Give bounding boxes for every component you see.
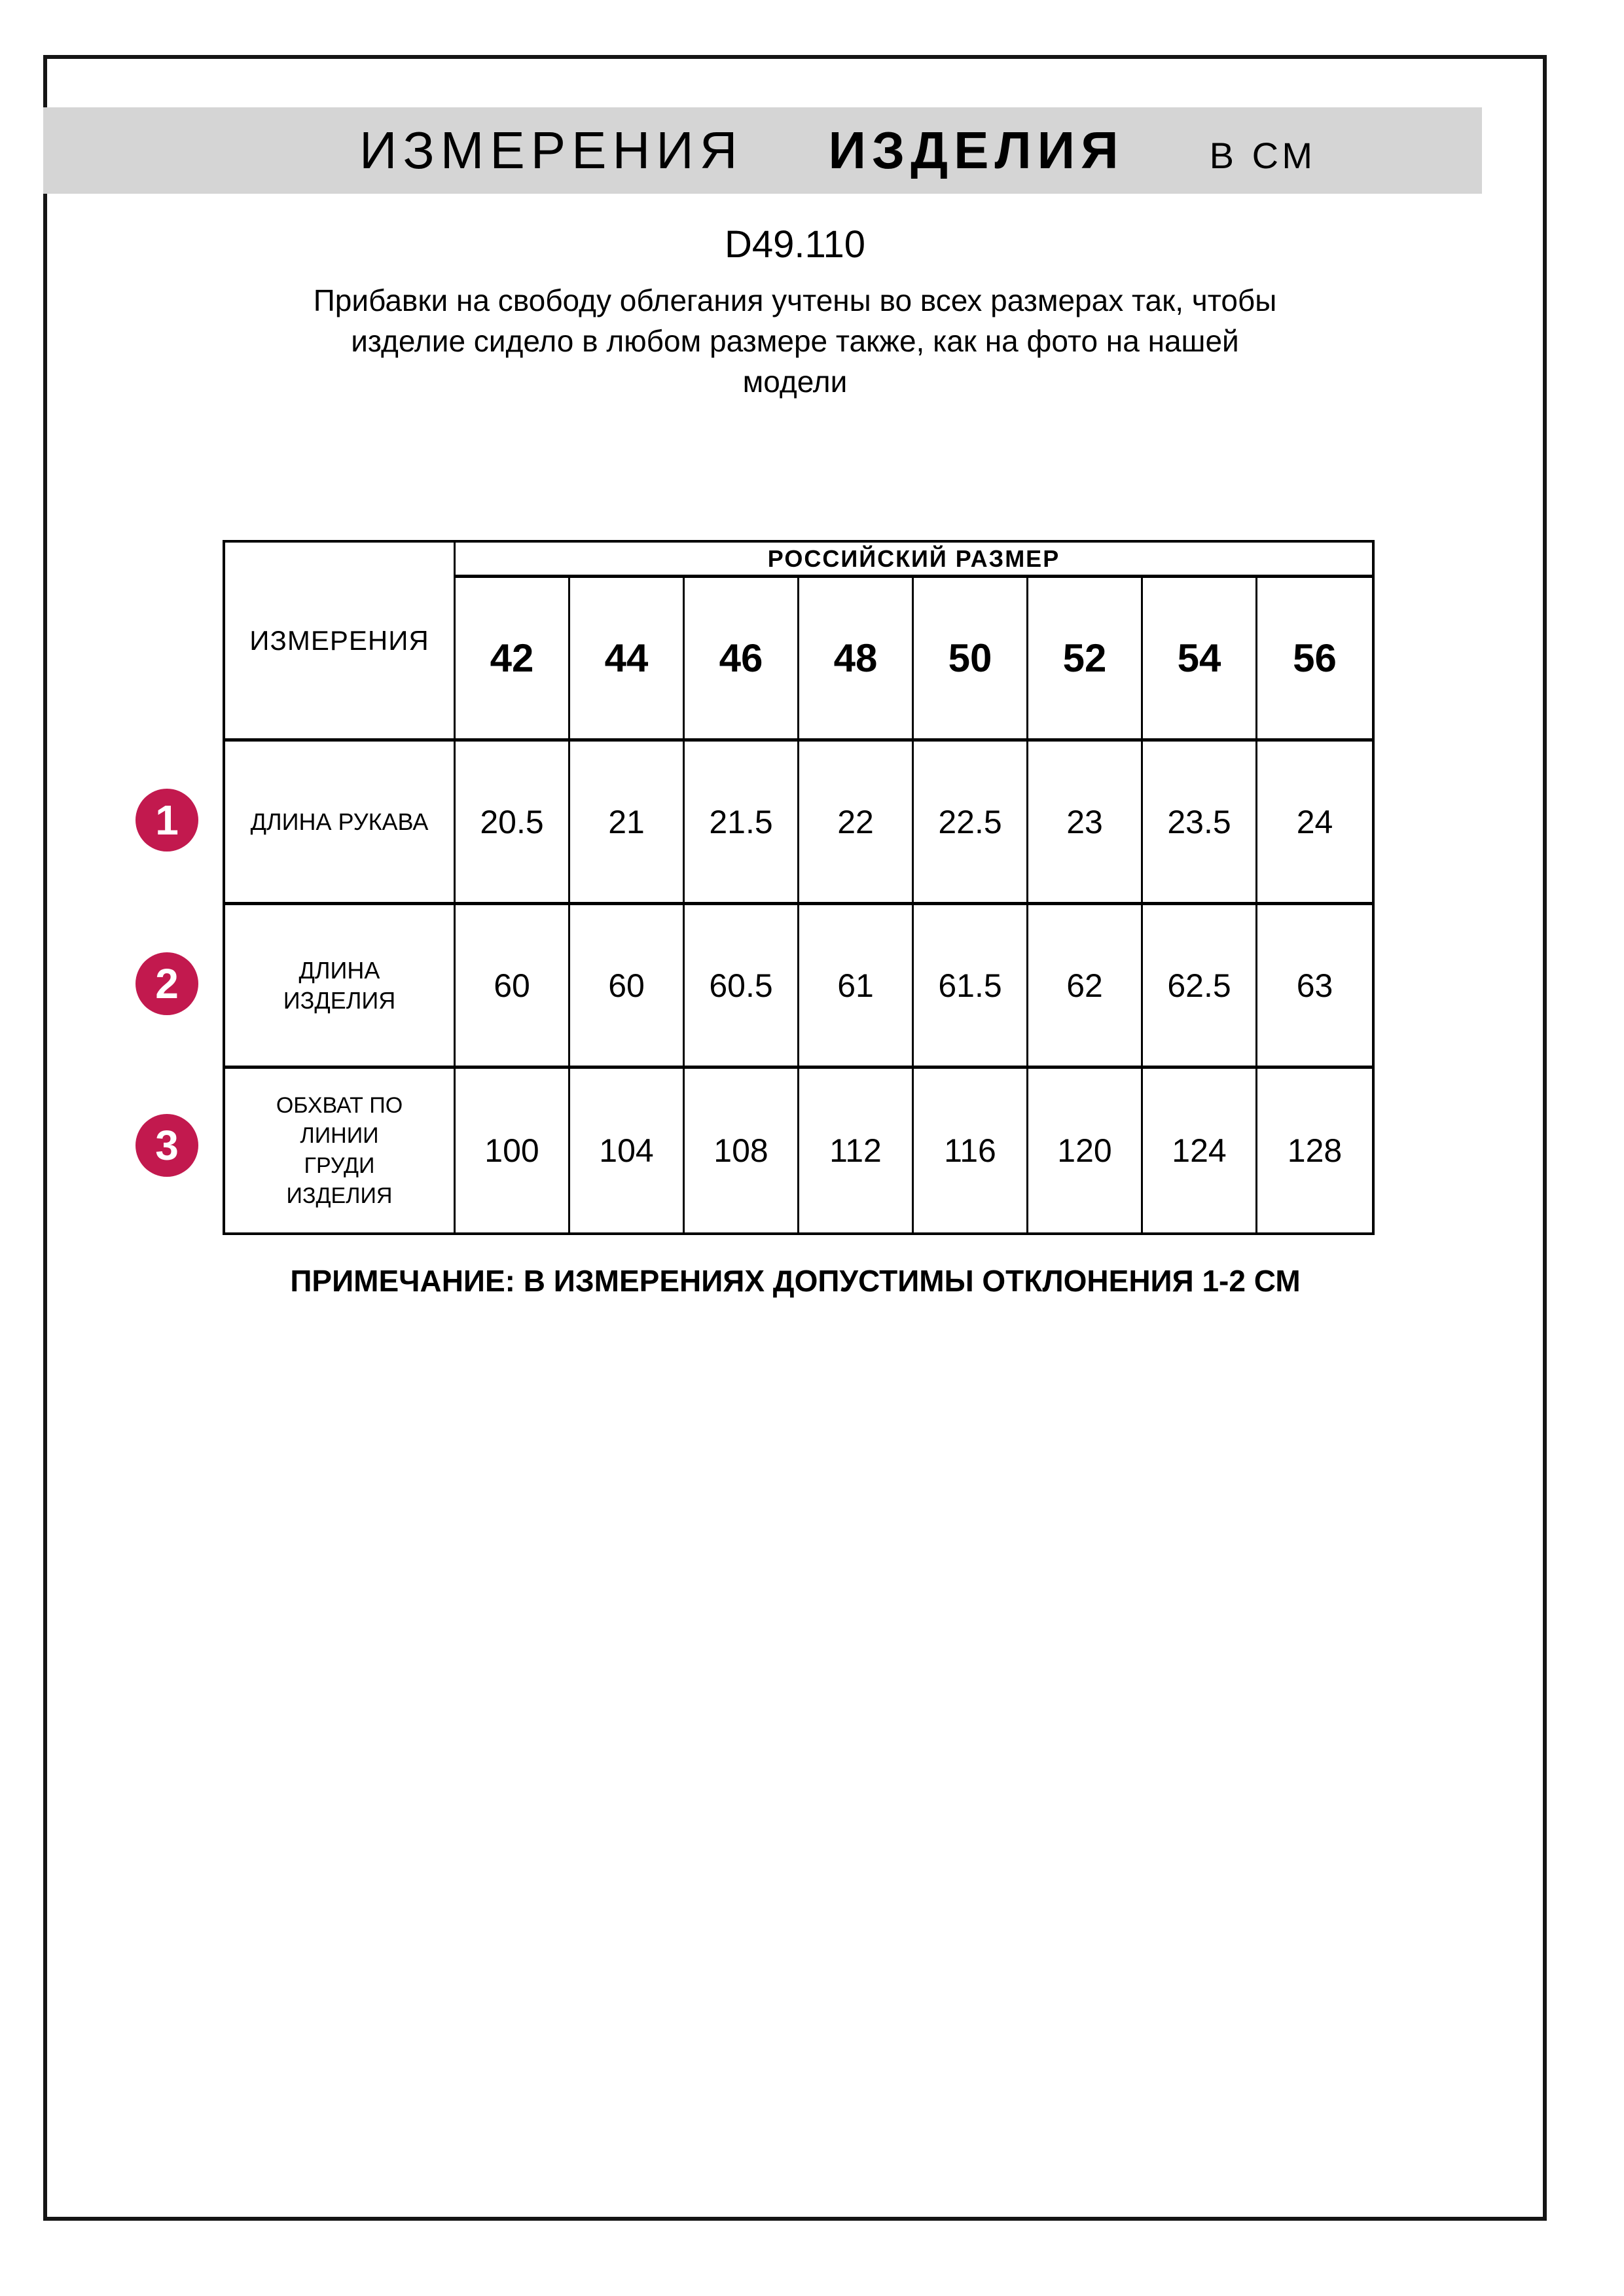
size-col-header: 42 [456,578,570,742]
table-value: 100 [456,1069,570,1232]
table-value: 61 [799,905,914,1069]
size-col-header: 56 [1257,578,1372,742]
size-col-header: 52 [1028,578,1143,742]
row-number-badge-1: 1 [135,789,198,852]
table-value: 22.5 [914,742,1028,905]
table-value: 60.5 [685,905,799,1069]
title-bar [43,107,1482,194]
title-word-measurements: ИЗМЕРЕНИЯ [359,121,744,179]
intro-line: модели [742,365,848,399]
title-word-product: ИЗДЕЛИЯ [828,121,1125,179]
table-value: 23.5 [1143,742,1257,905]
row-label-product-length: ДЛИНА ИЗДЕЛИЯ [225,905,456,1069]
table-value: 62 [1028,905,1143,1069]
row-number-badge-3: 3 [135,1114,198,1177]
table-value: 120 [1028,1069,1143,1232]
product-code: D49.110 [725,223,865,266]
intro-line: изделие сидело в любом размере также, как на фото на нашей [351,324,1239,358]
title-units: В СМ [1209,135,1317,176]
size-col-header: 48 [799,578,914,742]
measurements-table [223,540,1375,1235]
table-value: 63 [1257,905,1372,1069]
table-value: 22 [799,742,914,905]
size-col-header: 50 [914,578,1028,742]
size-col-header: 54 [1143,578,1257,742]
size-col-header: 46 [685,578,799,742]
table-value: 112 [799,1069,914,1232]
table-value: 23 [1028,742,1143,905]
table-value: 104 [570,1069,685,1232]
table-value: 24 [1257,742,1372,905]
table-value: 60 [456,905,570,1069]
table-value: 128 [1287,1132,1343,1169]
table-value: 124 [1143,1069,1257,1232]
size-col-header: 44 [570,578,685,742]
row-number-badge-2: 2 [135,952,198,1015]
table-value: 116 [914,1069,1028,1232]
tolerance-note: ПРИМЕЧАНИЕ: В ИЗМЕРЕНИЯХ ДОПУСТИМЫ ОТКЛОНЕНИЯ 1-2 СМ [290,1264,1301,1298]
table-value: 20.5 [456,742,570,905]
table-value: 62.5 [1143,905,1257,1069]
table-value: 21.5 [685,742,799,905]
table-size-header: РОССИЙСКИЙ РАЗМЕР [456,543,1372,578]
table-value: 21 [570,742,685,905]
table-corner-label: ИЗМЕРЕНИЯ [225,543,456,742]
table-value: 61.5 [914,905,1028,1069]
row-label-chest-circumference: ОБХВАТ ПО ЛИНИИ ГРУДИ ИЗДЕЛИЯ [225,1069,456,1232]
table-value: 108 [685,1069,799,1232]
intro-line: Прибавки на свободу облегания учтены во всех размерах так, чтобы [313,283,1277,317]
intro-paragraph [43,280,1547,402]
table-value: 60 [570,905,685,1069]
row-label-sleeve-length: ДЛИНА РУКАВА [225,742,456,905]
